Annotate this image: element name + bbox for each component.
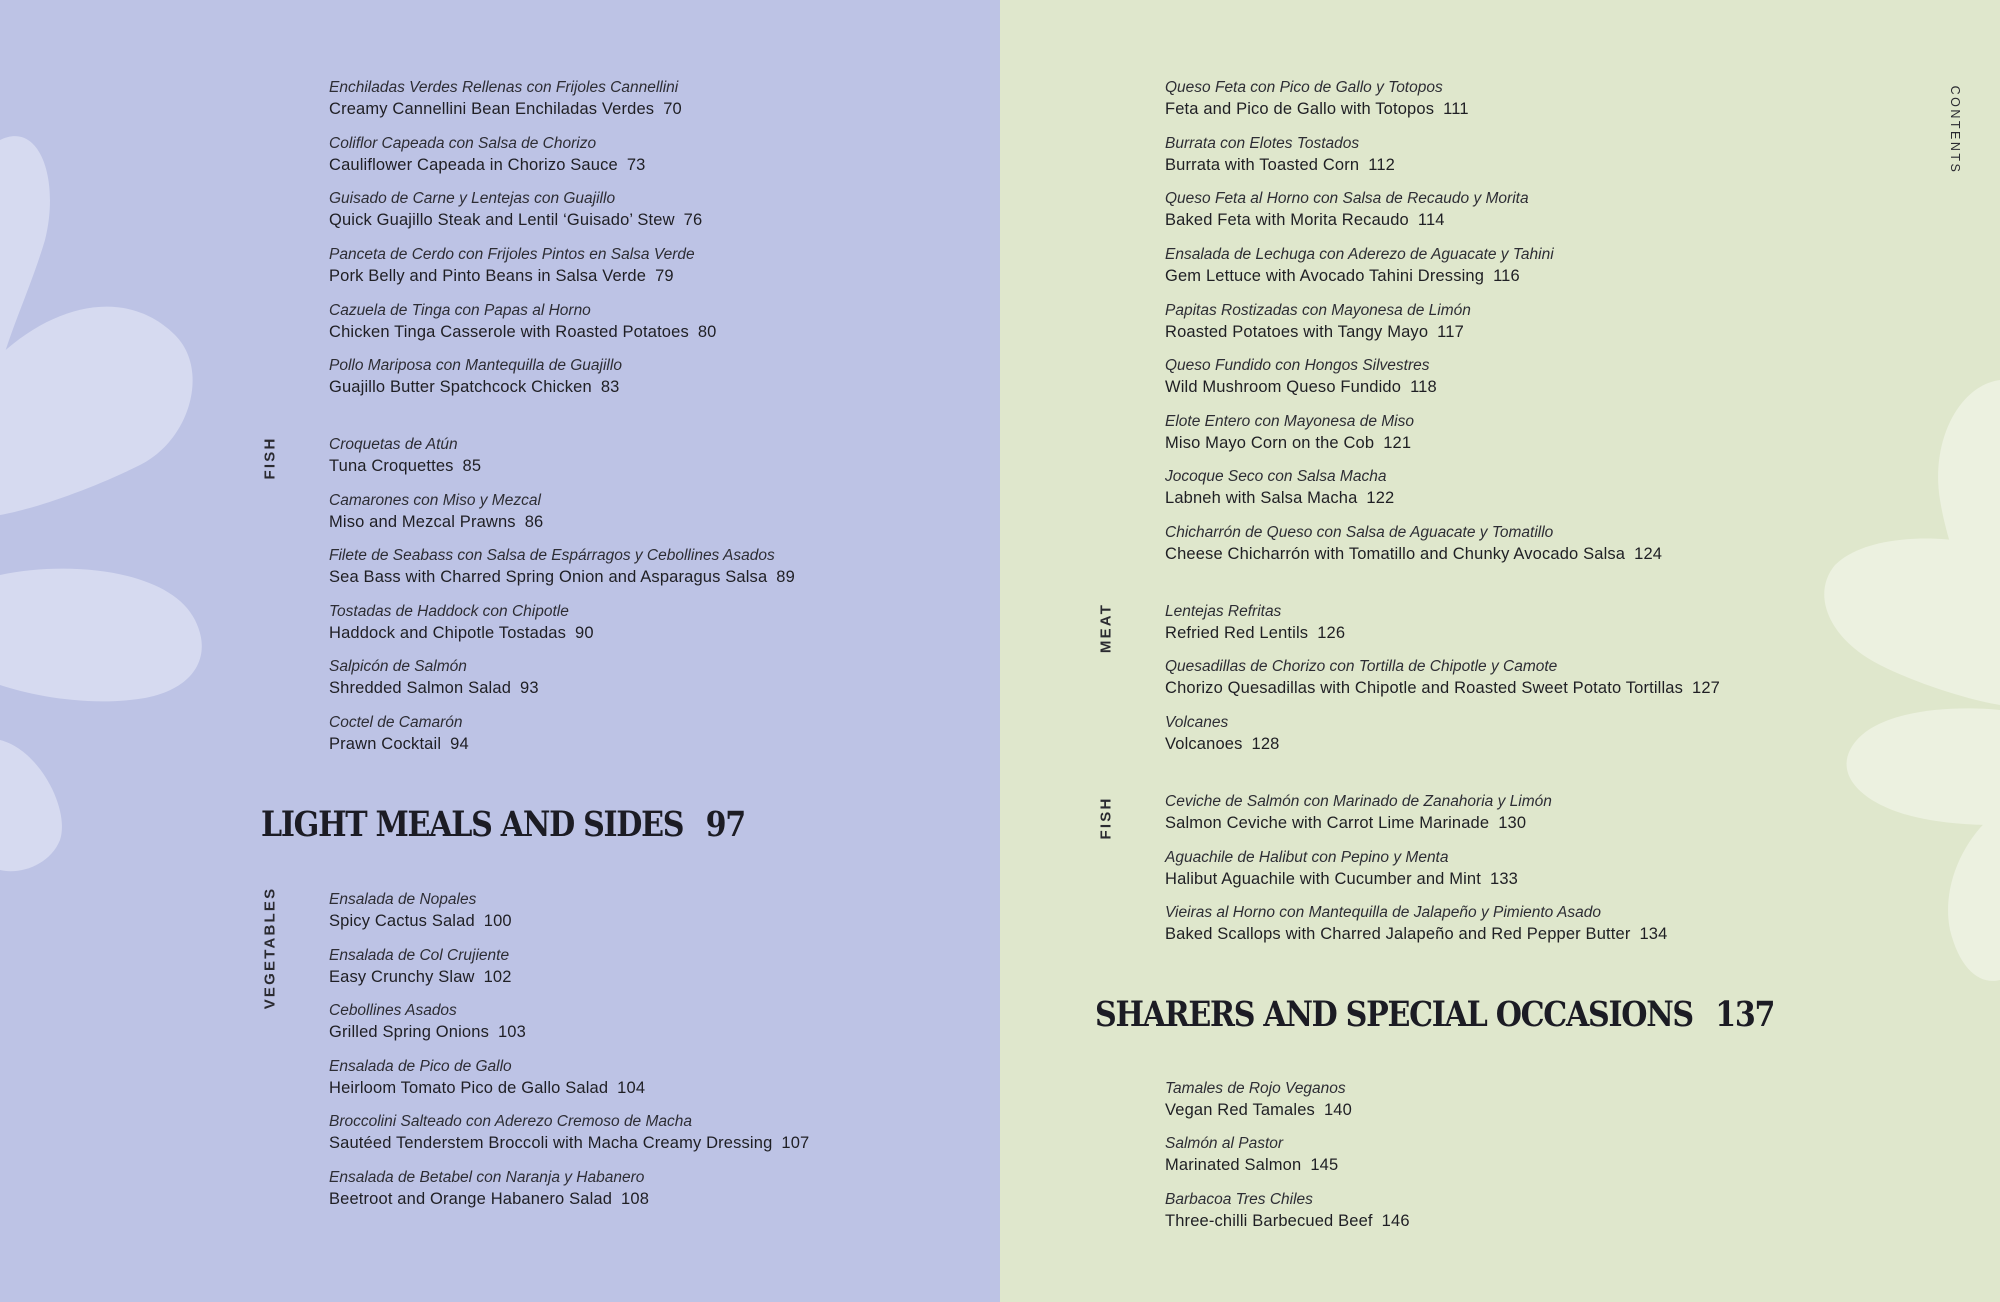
page-number: 122 <box>1366 489 1395 508</box>
toc-entry-right-1-1[interactable] <box>1165 78 1469 121</box>
spanish-title: Vieiras al Horno con Mantequilla de Jalapeño y Pimiento Asado <box>1165 904 1601 921</box>
toc-entry-right-meat-2[interactable] <box>1165 657 1720 700</box>
english-title: Chicken Tinga Casserole with Roasted Potatoes <box>329 323 689 342</box>
page-number: 104 <box>617 1079 646 1098</box>
page-number: 126 <box>1317 624 1346 643</box>
spanish-title: Elote Entero con Mayonesa de Miso <box>1165 413 1414 430</box>
spanish-title: Burrata con Elotes Tostados <box>1165 135 1360 152</box>
page-number: 80 <box>697 323 717 342</box>
page-number: 73 <box>626 156 646 175</box>
spanish-title: Lentejas Refritas <box>1165 603 1282 620</box>
toc-entry-left-1-4[interactable] <box>329 245 695 288</box>
toc-entry-left-veg-3[interactable] <box>329 1001 526 1044</box>
toc-entry-right-fish-1[interactable] <box>1165 792 1552 835</box>
english-title: Three-chilli Barbecued Beef <box>1165 1212 1373 1231</box>
english-title: Beetroot and Orange Habanero Salad <box>329 1190 613 1209</box>
spanish-title: Panceta de Cerdo con Frijoles Pintos en Salsa Verde <box>329 246 695 263</box>
spanish-title: Aguachile de Halibut con Pepino y Menta <box>1165 849 1449 866</box>
english-title: Baked Feta with Morita Recaudo <box>1165 211 1409 230</box>
toc-entry-right-meat-1[interactable] <box>1165 602 1345 645</box>
toc-entry-right-meat-3[interactable] <box>1165 713 1279 756</box>
english-title: Grilled Spring Onions <box>329 1023 489 1042</box>
toc-entry-right-1-3[interactable] <box>1165 189 1529 232</box>
page-number: 118 <box>1410 378 1437 397</box>
page-number: 85 <box>462 457 482 476</box>
spanish-title: Guisado de Carne y Lentejas con Guajillo <box>329 190 616 207</box>
page-number: 133 <box>1490 870 1518 889</box>
spanish-title: Salmón al Pastor <box>1165 1135 1284 1152</box>
spanish-title: Croquetas de Atún <box>329 436 458 453</box>
spanish-title: Broccolini Salteado con Aderezo Cremoso de Macha <box>329 1113 693 1130</box>
english-title: Marinated Salmon <box>1165 1156 1302 1175</box>
spanish-title: Ensalada de Nopales <box>329 891 477 908</box>
spanish-title: Tostadas de Haddock con Chipotle <box>329 603 569 620</box>
english-title: Miso Mayo Corn on the Cob <box>1165 434 1375 453</box>
english-title: Creamy Cannellini Bean Enchiladas Verdes <box>329 100 655 119</box>
english-title: Roasted Potatoes with Tangy Mayo <box>1165 323 1429 342</box>
english-title: Baked Scallops with Charred Jalapeño and Red Pepper Butter <box>1165 925 1631 944</box>
page-number: 83 <box>600 378 620 397</box>
english-title: Vegan Red Tamales <box>1165 1101 1315 1120</box>
english-title: Halibut Aguachile with Cucumber and Mint <box>1165 870 1481 889</box>
section-heading-text: SHARERS AND SPECIAL OCCASIONS <box>1095 994 1693 1035</box>
flower-petals-decoration-left <box>0 120 260 880</box>
toc-entry-left-1-2[interactable] <box>329 134 645 177</box>
english-title: Guajillo Butter Spatchcock Chicken <box>329 378 592 397</box>
spanish-title: Volcanes <box>1165 714 1229 731</box>
english-title: Labneh with Salsa Macha <box>1165 489 1358 508</box>
page-number: 108 <box>621 1190 650 1209</box>
toc-entry-left-1-6[interactable] <box>329 356 622 399</box>
english-title: Burrata with Toasted Corn <box>1165 156 1360 175</box>
spanish-title: Ensalada de Pico de Gallo <box>329 1058 512 1075</box>
page-number: 70 <box>663 100 682 119</box>
toc-entry-right-1-9[interactable] <box>1165 523 1662 566</box>
section-heading-light-meals[interactable] <box>261 804 745 845</box>
english-title: Gem Lettuce with Avocado Tahini Dressing <box>1165 267 1485 286</box>
spanish-title: Pollo Mariposa con Mantequilla de Guajillo <box>329 357 622 374</box>
toc-entry-left-fish-4[interactable] <box>329 602 594 645</box>
spanish-title: Ensalada de Col Crujiente <box>329 947 510 964</box>
english-title: Sautéed Tenderstem Broccoli with Macha Creamy Dressing <box>329 1134 773 1153</box>
page-number: 112 <box>1368 156 1395 175</box>
spanish-title: Chicharrón de Queso con Salsa de Aguacate y Tomatillo <box>1165 524 1554 541</box>
spanish-title: Coliflor Capeada con Salsa de Chorizo <box>329 135 597 152</box>
english-title: Spicy Cactus Salad <box>329 912 475 931</box>
page-number: 128 <box>1251 735 1280 754</box>
english-title: Shredded Salmon Salad <box>329 679 512 698</box>
spanish-title: Coctel de Camarón <box>329 714 463 731</box>
toc-entry-left-veg-4[interactable] <box>329 1057 645 1100</box>
page-number: 130 <box>1498 814 1527 833</box>
toc-entry-left-fish-6[interactable] <box>329 713 469 756</box>
english-title: Volcanoes <box>1165 735 1243 754</box>
spanish-title: Camarones con Miso y Mezcal <box>329 492 541 509</box>
spanish-title: Queso Fundido con Hongos Silvestres <box>1165 357 1430 374</box>
toc-entry-right-1-8[interactable] <box>1165 467 1394 510</box>
page-number: 76 <box>683 211 703 230</box>
section-heading-sharers[interactable] <box>1095 994 1774 1035</box>
spanish-title: Enchiladas Verdes Rellenas con Frijoles Cannellini <box>329 79 679 96</box>
toc-entry-right-1-5[interactable] <box>1165 301 1471 344</box>
page-number: 90 <box>575 624 594 643</box>
toc-entry-left-fish-1[interactable] <box>329 435 481 478</box>
toc-entry-left-fish-5[interactable] <box>329 657 539 700</box>
spanish-title: Papitas Rostizadas con Mayonesa de Limón <box>1165 302 1471 319</box>
page-number: 117 <box>1437 323 1464 342</box>
spanish-title: Quesadillas de Chorizo con Tortilla de Chipotle y Camote <box>1165 658 1558 675</box>
category-label-vegetables: VEGETABLES <box>261 886 279 1010</box>
toc-entry-left-veg-1[interactable] <box>329 890 512 933</box>
spanish-title: Queso Feta al Horno con Salsa de Recaudo y Morita <box>1165 190 1529 207</box>
section-heading-page: 137 <box>1715 994 1775 1035</box>
page-number: 102 <box>483 968 512 987</box>
spanish-title: Ensalada de Lechuga con Aderezo de Aguacate y Tahini <box>1165 246 1554 263</box>
toc-entry-right-1-7[interactable] <box>1165 412 1414 455</box>
page-number: 146 <box>1381 1212 1410 1231</box>
english-title: Wild Mushroom Queso Fundido <box>1165 378 1402 397</box>
page-number: 145 <box>1310 1156 1339 1175</box>
page-number: 79 <box>655 267 674 286</box>
english-title: Prawn Cocktail <box>329 735 442 754</box>
toc-entry-right-sharers-3[interactable] <box>1165 1190 1410 1233</box>
page-number: 134 <box>1639 925 1668 944</box>
spanish-title: Tamales de Rojo Veganos <box>1165 1080 1346 1097</box>
english-title: Feta and Pico de Gallo with Totopos <box>1165 100 1435 119</box>
toc-entry-left-1-3[interactable] <box>329 189 702 232</box>
toc-entry-right-fish-3[interactable] <box>1165 903 1667 946</box>
page-number: 116 <box>1493 267 1520 286</box>
toc-entry-right-1-6[interactable] <box>1165 356 1437 399</box>
section-heading-page: 97 <box>705 804 745 845</box>
toc-entry-left-fish-3[interactable] <box>329 546 795 589</box>
toc-entry-left-veg-6[interactable] <box>329 1168 649 1211</box>
spanish-title: Jocoque Seco con Salsa Macha <box>1165 468 1387 485</box>
spanish-title: Ceviche de Salmón con Marinado de Zanahoria y Limón <box>1165 793 1552 810</box>
english-title: Sea Bass with Charred Spring Onion and Asparagus Salsa <box>329 568 768 587</box>
page-number: 121 <box>1383 434 1412 453</box>
toc-entry-left-1-1[interactable] <box>329 78 682 121</box>
spanish-title: Ensalada de Betabel con Naranja y Habanero <box>329 1169 645 1186</box>
english-title: Tuna Croquettes <box>329 457 454 476</box>
spanish-title: Cebollines Asados <box>329 1002 457 1019</box>
spanish-title: Barbacoa Tres Chiles <box>1165 1191 1313 1208</box>
page-number: 114 <box>1417 211 1445 230</box>
page-number: 107 <box>781 1134 810 1153</box>
toc-entry-right-1-4[interactable] <box>1165 245 1554 288</box>
english-title: Cheese Chicharrón with Tomatillo and Chunky Avocado Salsa <box>1165 545 1626 564</box>
page-number: 94 <box>450 735 469 754</box>
right-page <box>1000 0 2000 1302</box>
english-title: Easy Crunchy Slaw <box>329 968 475 987</box>
contents-running-header: CONTENTS <box>1948 85 1962 175</box>
english-title: Quick Guajillo Steak and Lentil ‘Guisado’ Stew <box>329 211 675 230</box>
english-title: Salmon Ceviche with Carrot Lime Marinade <box>1165 814 1490 833</box>
english-title: Heirloom Tomato Pico de Gallo Salad <box>329 1079 609 1098</box>
spanish-title: Filete de Seabass con Salsa de Espárragos y Cebollines Asados <box>329 547 775 564</box>
english-title: Refried Red Lentils <box>1165 624 1309 643</box>
category-label-fish: FISH <box>1097 796 1115 840</box>
page-number: 103 <box>497 1023 526 1042</box>
toc-entry-right-fish-2[interactable] <box>1165 848 1518 891</box>
spanish-title: Cazuela de Tinga con Papas al Horno <box>329 302 591 319</box>
page-number: 124 <box>1634 545 1663 564</box>
english-title: Cauliflower Capeada in Chorizo Sauce <box>329 156 618 175</box>
flower-petals-decoration-right <box>1760 380 2000 1000</box>
page-number: 93 <box>520 679 539 698</box>
english-title: Pork Belly and Pinto Beans in Salsa Verde <box>329 267 647 286</box>
page-number: 127 <box>1692 679 1720 698</box>
spanish-title: Queso Feta con Pico de Gallo y Totopos <box>1165 79 1443 96</box>
english-title: Chorizo Quesadillas with Chipotle and Roasted Sweet Potato Tortillas <box>1165 679 1684 698</box>
page-number: 111 <box>1443 100 1469 119</box>
category-label-fish: FISH <box>261 436 279 480</box>
toc-entry-left-veg-2[interactable] <box>329 946 512 989</box>
toc-entry-right-sharers-2[interactable] <box>1165 1134 1338 1177</box>
english-title: Miso and Mezcal Prawns <box>329 513 516 532</box>
toc-entry-left-veg-5[interactable] <box>329 1112 809 1155</box>
toc-entry-right-1-2[interactable] <box>1165 134 1395 177</box>
page-number: 140 <box>1323 1101 1352 1120</box>
category-label-meat: MEAT <box>1097 602 1115 654</box>
page-number: 89 <box>776 568 795 587</box>
english-title: Haddock and Chipotle Tostadas <box>329 624 567 643</box>
section-heading-text: LIGHT MEALS AND SIDES <box>261 804 684 845</box>
toc-entry-left-1-5[interactable] <box>329 301 717 344</box>
page-number: 86 <box>524 513 544 532</box>
toc-entry-left-fish-2[interactable] <box>329 491 543 534</box>
spanish-title: Salpicón de Salmón <box>329 658 467 675</box>
page-number: 100 <box>483 912 512 931</box>
toc-entry-right-sharers-1[interactable] <box>1165 1079 1352 1122</box>
